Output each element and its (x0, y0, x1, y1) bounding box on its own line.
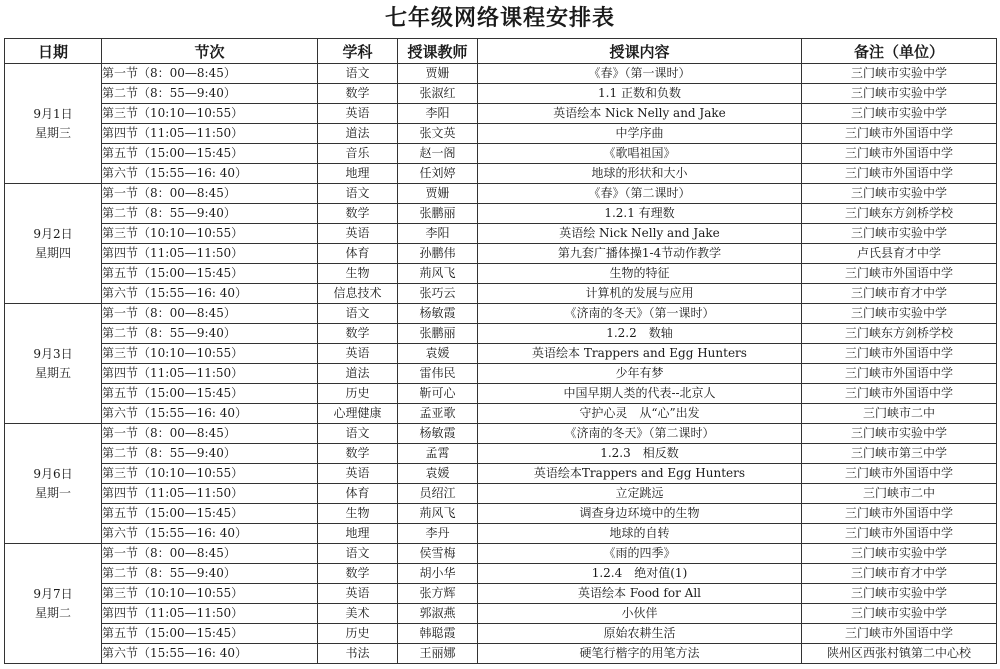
teacher-cell: 靳可心 (398, 384, 478, 404)
teacher-cell: 侯雪梅 (398, 544, 478, 564)
content-cell: 英语绘本Trappers and Egg Hunters (478, 464, 802, 484)
period-cell: 第六节（15:55—16: 40） (102, 164, 318, 184)
weekday-label: 星期四 (34, 245, 71, 260)
teacher-cell: 荊风飞 (398, 504, 478, 524)
note-cell: 三门峡市外国语中学 (802, 144, 997, 164)
teacher-cell: 荊风飞 (398, 264, 478, 284)
header-period: 节次 (102, 39, 318, 64)
note-cell: 三门峡市实验中学 (802, 544, 997, 564)
period-cell: 第一节（8：00—8:45） (102, 64, 318, 84)
note-cell: 三门峡市实验中学 (802, 184, 997, 204)
note-cell: 三门峡市外国语中学 (802, 384, 997, 404)
teacher-cell: 胡小华 (398, 564, 478, 584)
teacher-cell: 李阳 (398, 104, 478, 124)
date-label: 9月7日 (33, 586, 73, 601)
table-row (5, 324, 997, 344)
content-cell: 立定跳远 (478, 484, 802, 504)
note-cell: 三门峡东方剑桥学校 (802, 204, 997, 224)
table-row (5, 224, 997, 244)
teacher-cell: 张方辉 (398, 584, 478, 604)
subject-cell: 英语 (318, 344, 398, 364)
header-note: 备注（单位） (802, 39, 997, 64)
note-cell: 三门峡市实验中学 (802, 304, 997, 324)
teacher-cell: 韩聪霞 (398, 624, 478, 644)
table-row (5, 344, 997, 364)
subject-cell: 道法 (318, 364, 398, 384)
period-cell: 第六节（15:55—16: 40） (102, 644, 318, 664)
teacher-cell: 雷伟民 (398, 364, 478, 384)
period-cell: 第四节（11:05—11:50） (102, 484, 318, 504)
note-cell: 三门峡市二中 (802, 404, 997, 424)
period-cell: 第六节（15:55—16: 40） (102, 284, 318, 304)
table-row (5, 484, 997, 504)
subject-cell: 数学 (318, 324, 398, 344)
content-cell: 英语绘本 Food for All (478, 584, 802, 604)
table-row (5, 544, 997, 564)
table-row (5, 404, 997, 424)
content-cell: 1.2.2 数轴 (478, 324, 802, 344)
content-cell: 英语绘 Nick Nelly and Jake (478, 224, 802, 244)
teacher-cell: 张巧云 (398, 284, 478, 304)
date-label: 9月2日 (33, 226, 73, 241)
table-row (5, 164, 997, 184)
content-cell: 《济南的冬天》（第一课时） (478, 304, 802, 324)
note-cell: 三门峡市外国语中学 (802, 524, 997, 544)
table-row (5, 264, 997, 284)
teacher-cell: 张文英 (398, 124, 478, 144)
table-row (5, 184, 997, 204)
table-row (5, 564, 997, 584)
teacher-cell: 赵一阁 (398, 144, 478, 164)
subject-cell: 音乐 (318, 144, 398, 164)
date-cell (5, 424, 102, 544)
subject-cell: 信息技术 (318, 284, 398, 304)
subject-cell: 书法 (318, 644, 398, 664)
table-row (5, 104, 997, 124)
subject-cell: 历史 (318, 384, 398, 404)
subject-cell: 地理 (318, 524, 398, 544)
content-cell: 《歌唱祖国》 (478, 144, 802, 164)
table-row (5, 384, 997, 404)
subject-cell: 语文 (318, 64, 398, 84)
content-cell: 少年有梦 (478, 364, 802, 384)
period-cell: 第五节（15:00—15:45） (102, 384, 318, 404)
table-row (5, 524, 997, 544)
note-cell: 三门峡市实验中学 (802, 64, 997, 84)
table-row (5, 444, 997, 464)
subject-cell: 数学 (318, 204, 398, 224)
period-cell: 第四节（11:05—11:50） (102, 244, 318, 264)
period-cell: 第一节（8：00—8:45） (102, 304, 318, 324)
content-cell: 原始农耕生活 (478, 624, 802, 644)
weekday-label: 星期二 (34, 605, 71, 620)
subject-cell: 英语 (318, 464, 398, 484)
content-cell: 中国早期人类的代表--北京人 (478, 384, 802, 404)
subject-cell: 数学 (318, 444, 398, 464)
note-cell: 三门峡市实验中学 (802, 224, 997, 244)
content-cell: 1.2.1 有理数 (478, 204, 802, 224)
subject-cell: 语文 (318, 184, 398, 204)
teacher-cell: 郭淑燕 (398, 604, 478, 624)
period-cell: 第二节（8：55—9:40） (102, 324, 318, 344)
teacher-cell: 任刘婷 (398, 164, 478, 184)
subject-cell: 数学 (318, 564, 398, 584)
weekday-label: 星期一 (34, 485, 71, 500)
content-cell: 地球的自转 (478, 524, 802, 544)
period-cell: 第六节（15:55—16: 40） (102, 524, 318, 544)
subject-cell: 心理健康 (318, 404, 398, 424)
weekday-label: 星期五 (34, 365, 71, 380)
header-teacher: 授课教师 (398, 39, 478, 64)
note-cell: 三门峡市育才中学 (802, 284, 997, 304)
note-cell: 三门峡市外国语中学 (802, 364, 997, 384)
teacher-cell: 杨敏霞 (398, 304, 478, 324)
period-cell: 第三节（10:10—10:55） (102, 104, 318, 124)
content-cell: 第九套广播体操1-4节动作教学 (478, 244, 802, 264)
header-content: 授课内容 (478, 39, 802, 64)
content-cell: 调查身边环境中的生物 (478, 504, 802, 524)
period-cell: 第六节（15:55—16: 40） (102, 404, 318, 424)
teacher-cell: 李阳 (398, 224, 478, 244)
note-cell: 三门峡市外国语中学 (802, 624, 997, 644)
table-row (5, 284, 997, 304)
page-title: 七年级网络课程安排表 (384, 6, 615, 31)
table-row (5, 244, 997, 264)
period-cell: 第五节（15:00—15:45） (102, 624, 318, 644)
note-cell: 陕州区西张村镇第二中心校 (802, 644, 997, 664)
subject-cell: 语文 (318, 424, 398, 444)
period-cell: 第三节（10:10—10:55） (102, 344, 318, 364)
subject-cell: 语文 (318, 544, 398, 564)
teacher-cell: 孙鹏伟 (398, 244, 478, 264)
note-cell: 三门峡市育才中学 (802, 564, 997, 584)
teacher-cell: 李丹 (398, 524, 478, 544)
table-row (5, 604, 997, 624)
period-cell: 第二节（8：55—9:40） (102, 564, 318, 584)
teacher-cell: 贾姗 (398, 184, 478, 204)
table-row (5, 144, 997, 164)
content-cell: 小伙伴 (478, 604, 802, 624)
subject-cell: 数学 (318, 84, 398, 104)
note-cell: 三门峡市第三中学 (802, 444, 997, 464)
note-cell: 三门峡市外国语中学 (802, 124, 997, 144)
period-cell: 第五节（15:00—15:45） (102, 144, 318, 164)
note-cell: 三门峡市实验中学 (802, 104, 997, 124)
content-cell: 1.1 正数和负数 (478, 84, 802, 104)
table-row (5, 504, 997, 524)
period-cell: 第五节（15:00—15:45） (102, 504, 318, 524)
subject-cell: 历史 (318, 624, 398, 644)
schedule-table (4, 38, 997, 664)
date-label: 9月3日 (33, 346, 73, 361)
period-cell: 第一节（8：00—8:45） (102, 424, 318, 444)
teacher-cell: 孟亚歌 (398, 404, 478, 424)
date-cell (5, 184, 102, 304)
content-cell: 计算机的发展与应用 (478, 284, 802, 304)
period-cell: 第五节（15:00—15:45） (102, 264, 318, 284)
teacher-cell: 袁媛 (398, 344, 478, 364)
note-cell: 三门峡市外国语中学 (802, 504, 997, 524)
table-row (5, 584, 997, 604)
subject-cell: 道法 (318, 124, 398, 144)
period-cell: 第一节（8：00—8:45） (102, 544, 318, 564)
content-cell: 《春》（第一课时） (478, 64, 802, 84)
teacher-cell: 王丽娜 (398, 644, 478, 664)
table-row (5, 64, 997, 84)
note-cell: 三门峡东方剑桥学校 (802, 324, 997, 344)
period-cell: 第一节（8：00—8:45） (102, 184, 318, 204)
period-cell: 第三节（10:10—10:55） (102, 584, 318, 604)
note-cell: 卢氏县育才中学 (802, 244, 997, 264)
table-header (5, 39, 997, 64)
date-cell (5, 544, 102, 664)
note-cell: 三门峡市二中 (802, 484, 997, 504)
content-cell: 《雨的四季》 (478, 544, 802, 564)
table-row (5, 304, 997, 324)
period-cell: 第四节（11:05—11:50） (102, 604, 318, 624)
date-label: 9月1日 (33, 106, 73, 121)
subject-cell: 语文 (318, 304, 398, 324)
teacher-cell: 孟霄 (398, 444, 478, 464)
teacher-cell: 杨敏霞 (398, 424, 478, 444)
table-row (5, 204, 997, 224)
teacher-cell: 张鹏丽 (398, 204, 478, 224)
table-row (5, 624, 997, 644)
note-cell: 三门峡市实验中学 (802, 424, 997, 444)
weekday-label: 星期三 (34, 125, 71, 140)
note-cell: 三门峡市实验中学 (802, 604, 997, 624)
content-cell: 硬笔行楷字的用笔方法 (478, 644, 802, 664)
note-cell: 三门峡市实验中学 (802, 584, 997, 604)
content-cell: 《济南的冬天》（第二课时） (478, 424, 802, 444)
content-cell: 守护心灵 从“心”出发 (478, 404, 802, 424)
subject-cell: 英语 (318, 584, 398, 604)
content-cell: 英语绘本 Nick Nelly and Jake (478, 104, 802, 124)
period-cell: 第二节（8：55—9:40） (102, 84, 318, 104)
period-cell: 第二节（8：55—9:40） (102, 444, 318, 464)
date-label: 9月6日 (33, 466, 73, 481)
content-cell: 英语绘本 Trappers and Egg Hunters (478, 344, 802, 364)
note-cell: 三门峡市外国语中学 (802, 344, 997, 364)
subject-cell: 体育 (318, 244, 398, 264)
date-cell (5, 64, 102, 184)
table-row (5, 464, 997, 484)
teacher-cell: 员绍江 (398, 484, 478, 504)
subject-cell: 美术 (318, 604, 398, 624)
table-row (5, 84, 997, 104)
period-cell: 第四节（11:05—11:50） (102, 364, 318, 384)
subject-cell: 生物 (318, 504, 398, 524)
table-row (5, 644, 997, 664)
content-cell: 1.2.4 绝对值(1) (478, 564, 802, 584)
period-cell: 第三节（10:10—10:55） (102, 464, 318, 484)
table-body (5, 64, 997, 664)
teacher-cell: 贾姗 (398, 64, 478, 84)
table-row (5, 424, 997, 444)
note-cell: 三门峡市外国语中学 (802, 464, 997, 484)
subject-cell: 地理 (318, 164, 398, 184)
table-row (5, 124, 997, 144)
period-cell: 第二节（8：55—9:40） (102, 204, 318, 224)
content-cell: 1.2.3 相反数 (478, 444, 802, 464)
note-cell: 三门峡市实验中学 (802, 84, 997, 104)
header-subject: 学科 (318, 39, 398, 64)
subject-cell: 体育 (318, 484, 398, 504)
period-cell: 第三节（10:10—10:55） (102, 224, 318, 244)
subject-cell: 英语 (318, 224, 398, 244)
content-cell: 地球的形状和大小 (478, 164, 802, 184)
content-cell: 中学序曲 (478, 124, 802, 144)
note-cell: 三门峡市外国语中学 (802, 264, 997, 284)
subject-cell: 生物 (318, 264, 398, 284)
date-cell (5, 304, 102, 424)
period-cell: 第四节（11:05—11:50） (102, 124, 318, 144)
header-date: 日期 (5, 39, 102, 64)
teacher-cell: 张淑红 (398, 84, 478, 104)
content-cell: 生物的特征 (478, 264, 802, 284)
teacher-cell: 袁媛 (398, 464, 478, 484)
content-cell: 《春》（第二课时） (478, 184, 802, 204)
teacher-cell: 张鹏丽 (398, 324, 478, 344)
table-row (5, 364, 997, 384)
note-cell: 三门峡市外国语中学 (802, 164, 997, 184)
subject-cell: 英语 (318, 104, 398, 124)
